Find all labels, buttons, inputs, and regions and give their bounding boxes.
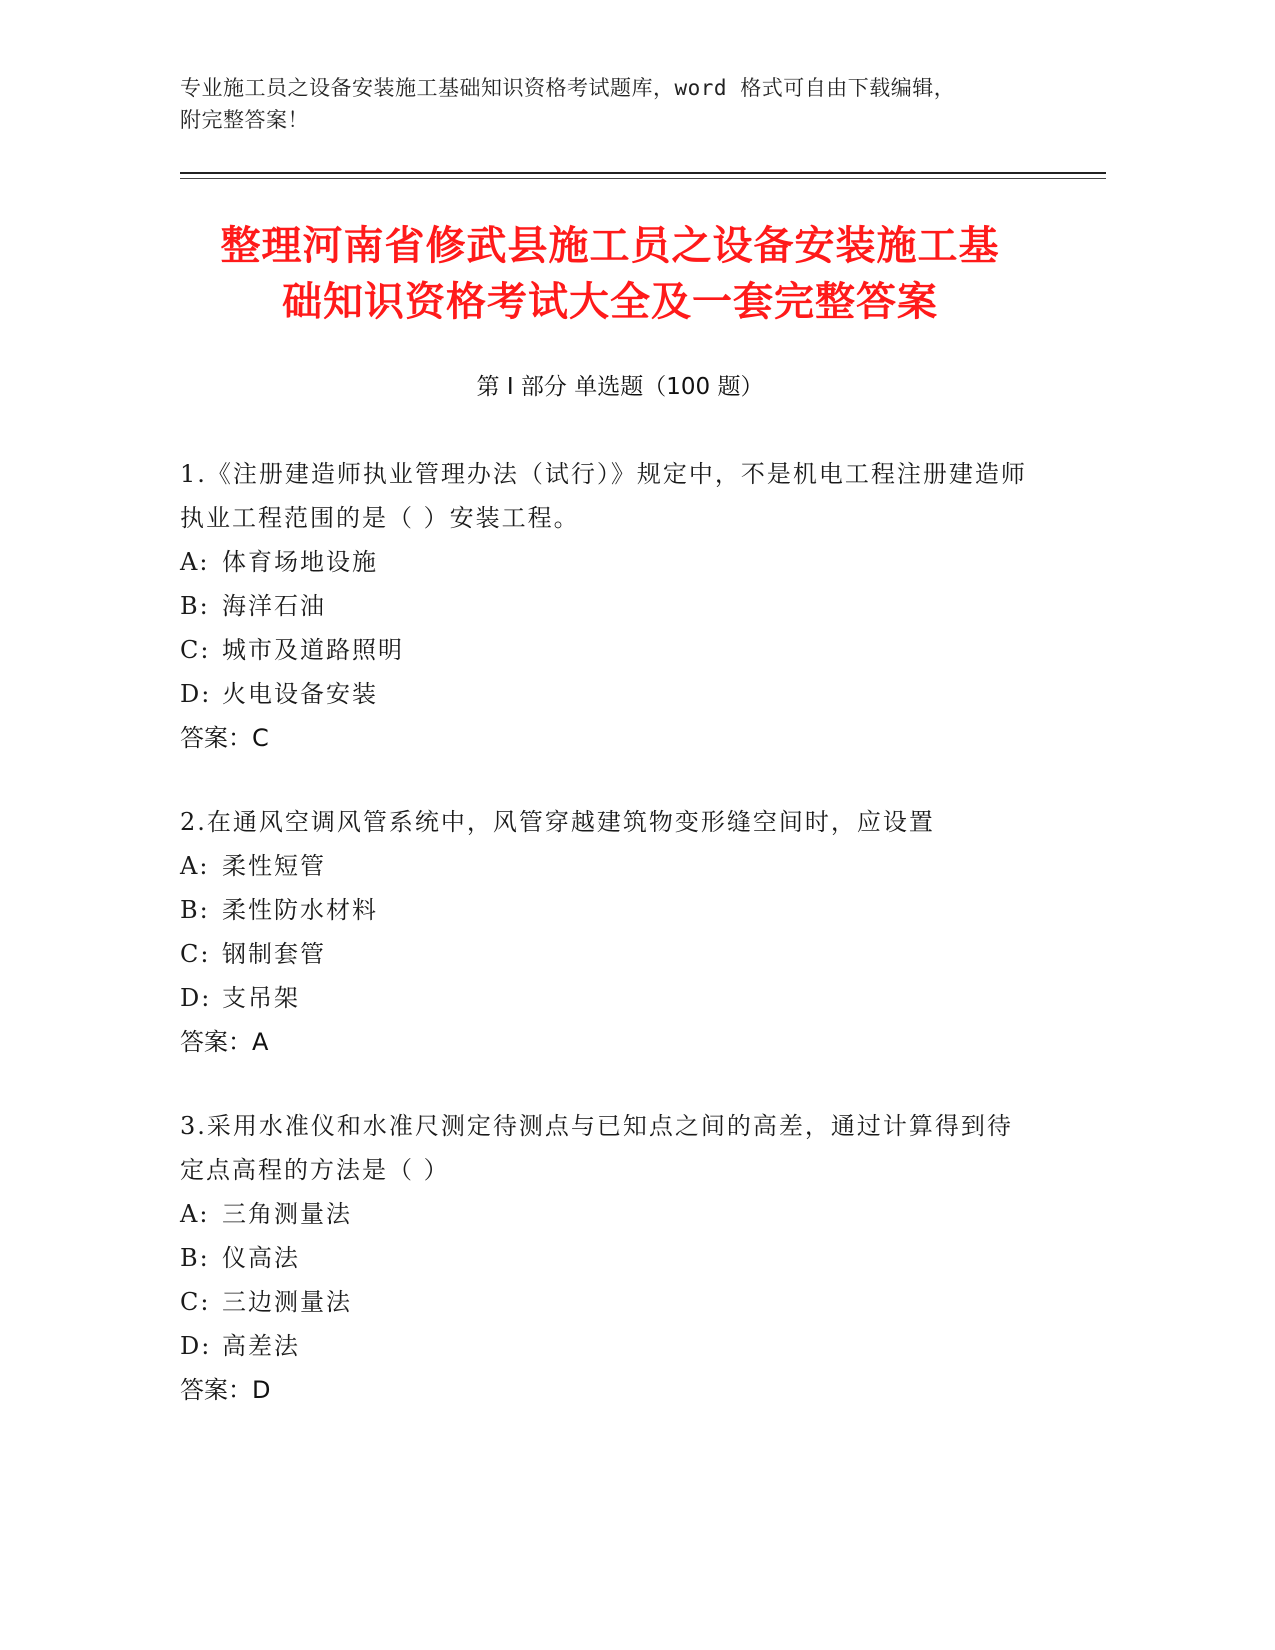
option-text: 钢制套管 [222,940,326,968]
option-text: 仪高法 [222,1244,300,1272]
answer-line: 答案：C [180,724,269,752]
document-title [150,218,1070,330]
option-text: 柔性防水材料 [222,896,378,924]
header-note [180,72,1060,136]
question-stem: 2.在通风空调风管系统中，风管穿越建筑物变形缝空间时，应设置 [180,808,935,836]
option-text: 三角测量法 [222,1200,352,1228]
option-text: 三边测量法 [222,1288,352,1316]
option-letter: B: [180,592,210,620]
option-text: 火电设备安装 [222,680,378,708]
option-a [180,540,1030,584]
option-text: 支吊架 [222,984,300,1012]
option-letter: C: [180,940,211,968]
question-2 [180,800,1030,1064]
header-divider-thin [180,178,1106,179]
option-letter: B: [180,1244,210,1272]
question-stem: 1.《注册建造师执业管理办法（试行）》规定中，不是机电工程注册建造师执业工程范围的是（ ）安装工程。 [180,460,1027,532]
question-stem: 3.采用水准仪和水准尺测定待测点与已知点之间的高差，通过计算得到待定点高程的方法是（ ） [180,1112,1013,1184]
question-1 [180,452,1030,760]
option-letter: B: [180,896,210,924]
option-text: 海洋石油 [222,592,326,620]
option-letter: D: [180,1332,212,1360]
section-heading: 第 I 部分 单选题（100 题） [476,374,764,400]
header-note-line-1: 专业施工员之设备安装施工基础知识资格考试题库，word 格式可自由下载编辑， [180,76,956,100]
option-text: 柔性短管 [222,852,326,880]
option-d [180,976,1030,1020]
option-a [180,844,1030,888]
option-text: 高差法 [222,1332,300,1360]
option-text: 体育场地设施 [222,548,378,576]
document-title-line-2: 础知识资格考试大全及一套完整答案 [282,279,938,325]
option-letter: D: [180,680,212,708]
option-a [180,1192,1030,1236]
document-title-line-1: 整理河南省修武县施工员之设备安装施工基 [220,223,1000,269]
answer-line: 答案：D [180,1376,271,1404]
option-c [180,628,1030,672]
option-letter: C: [180,636,211,664]
option-letter: A: [180,1200,210,1228]
option-d [180,1324,1030,1368]
option-b [180,584,1030,628]
question-list [180,452,1030,1452]
answer-line: 答案：A [180,1028,269,1056]
option-d [180,672,1030,716]
header-divider-thick [180,172,1106,174]
option-text: 城市及道路照明 [222,636,404,664]
option-b [180,1236,1030,1280]
option-letter: A: [180,548,210,576]
option-letter: D: [180,984,212,1012]
option-letter: C: [180,1288,211,1316]
option-c [180,1280,1030,1324]
header-note-line-2: 附完整答案！ [180,108,309,132]
option-b [180,888,1030,932]
option-letter: A: [180,852,210,880]
option-c [180,932,1030,976]
question-3 [180,1104,1030,1412]
